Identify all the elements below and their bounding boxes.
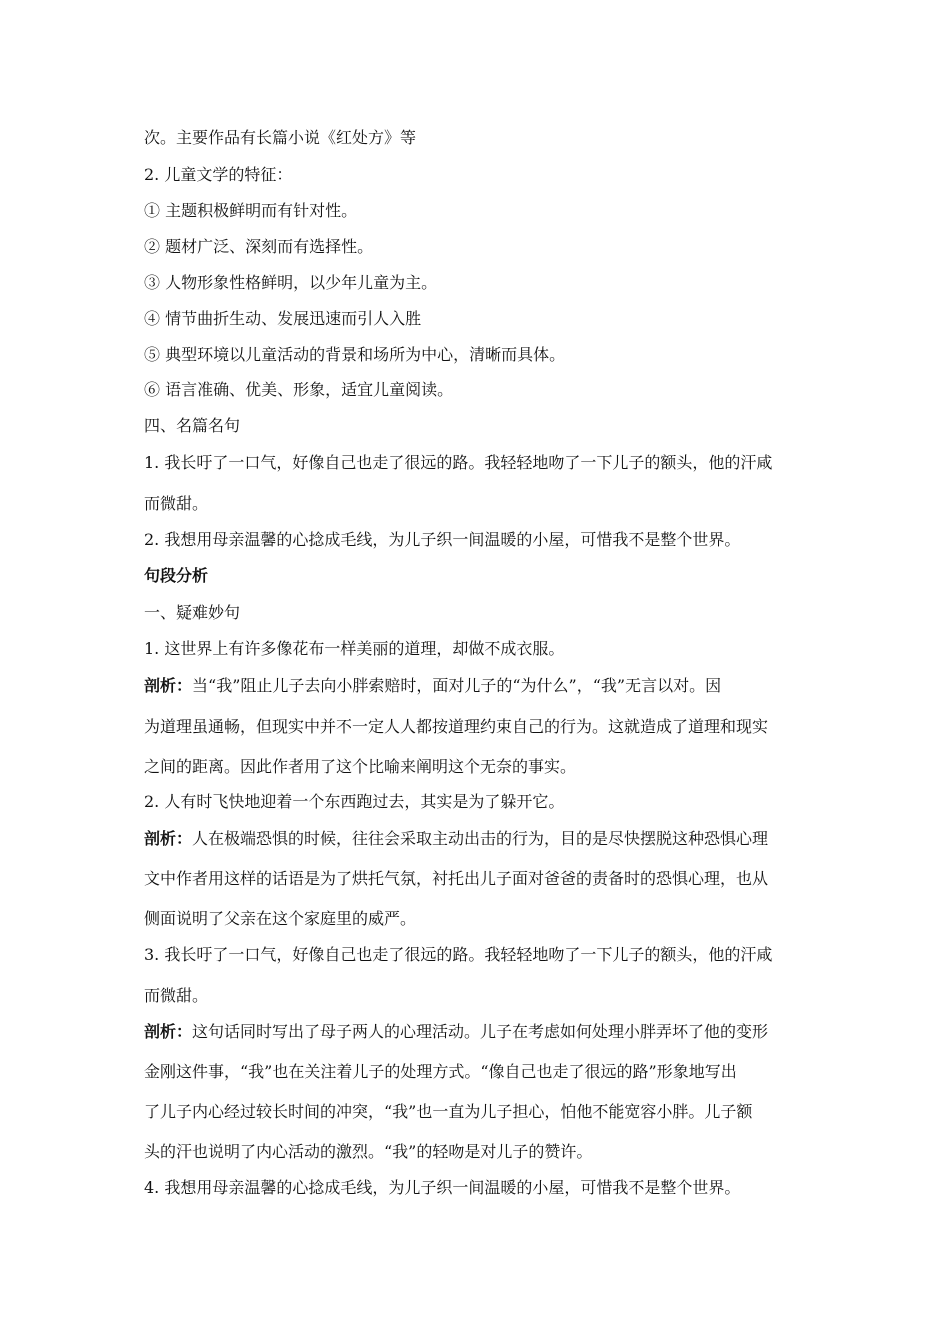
analysis-line: 金刚这件事，“我”也在关注着儿子的处理方式。“像自己也走了很远的路”形象地写出: [144, 1062, 737, 1081]
analysis-line: [144, 676, 814, 696]
list-item: ⑥ 语言准确、优美、形象，适宜儿童阅读。: [144, 380, 454, 399]
list-item: ② 题材广泛、深刻而有选择性。: [144, 237, 374, 256]
list-item: ① 主题积极鲜明而有针对性。: [144, 201, 358, 220]
analysis-line: 文中作者用这样的话语是为了烘托气氛，衬托出儿子面对爸爸的责备时的恐惧心理，也从: [144, 869, 769, 888]
sentence-line: 而微甜。: [144, 986, 209, 1005]
analysis-line: 侧面说明了父亲在这个家庭里的威严。: [144, 909, 417, 928]
analysis-line: [144, 1022, 814, 1042]
sentence-line: 3. 我长吁了一口气，好像自己也走了很远的路。我轻轻地吻了一下儿子的额头，他的汗咸: [144, 945, 773, 964]
analysis-label: 剖析：: [144, 829, 193, 848]
subsection-heading: 一、疑难妙句: [144, 603, 241, 622]
analysis-label: 剖析：: [144, 1022, 193, 1041]
text-line: 次。主要作品有长篇小说《红处方》等: [144, 128, 417, 147]
analysis-line: [144, 829, 814, 849]
analysis-text: 这句话同时写出了母子两人的心理活动。儿子在考虑如何处理小胖弄坏了他的变形: [192, 1022, 769, 1041]
analysis-line: 为道理虽通畅，但现实中并不一定人人都按道理约束自己的行为。这就造成了道理和现实: [144, 717, 769, 736]
quote-line: 而微甜。: [144, 494, 209, 513]
analysis-line: 之间的距离。因此作者用了这个比喻来阐明这个无奈的事实。: [144, 757, 577, 776]
section-heading: 四、名篇名句: [144, 416, 241, 435]
analysis-text: 人在极端恐惧的时候，往往会采取主动出击的行为，目的是尽快摆脱这种恐惧心理: [192, 829, 769, 848]
sentence-line: 1. 这世界上有许多像花布一样美丽的道理，却做不成衣服。: [144, 639, 565, 658]
analysis-label: 剖析：: [144, 676, 193, 695]
section-title: 句段分析: [144, 566, 209, 585]
analysis-line: 头的汗也说明了内心活动的激烈。“我”的轻吻是对儿子的赞许。: [144, 1142, 593, 1161]
sentence-line: 4. 我想用母亲温馨的心捻成毛线，为儿子织一间温暖的小屋，可惜我不是整个世界。: [144, 1178, 741, 1197]
list-item: ⑤ 典型环境以儿童活动的背景和场所为中心，清晰而具体。: [144, 345, 566, 364]
list-item: ④ 情节曲折生动、发展迅速而引人入胜: [144, 309, 422, 328]
sentence-line: 2. 人有时飞快地迎着一个东西跑过去，其实是为了躲开它。: [144, 792, 565, 811]
analysis-text: 当“我”阻止儿子去向小胖索赔时，面对儿子的“为什么”，“我”无言以对。因: [192, 676, 722, 695]
quote-line: 1. 我长吁了一口气，好像自己也走了很远的路。我轻轻地吻了一下儿子的额头，他的汗咸: [144, 453, 773, 472]
quote-line: 2. 我想用母亲温馨的心捻成毛线，为儿子织一间温暖的小屋，可惜我不是整个世界。: [144, 530, 741, 549]
section-item: 2. 儿童文学的特征：: [144, 165, 293, 184]
analysis-line: 了儿子内心经过较长时间的冲突，“我”也一直为儿子担心，怕他不能宽容小胖。儿子额: [144, 1102, 753, 1121]
list-item: ③ 人物形象性格鲜明，以少年儿童为主。: [144, 273, 438, 292]
